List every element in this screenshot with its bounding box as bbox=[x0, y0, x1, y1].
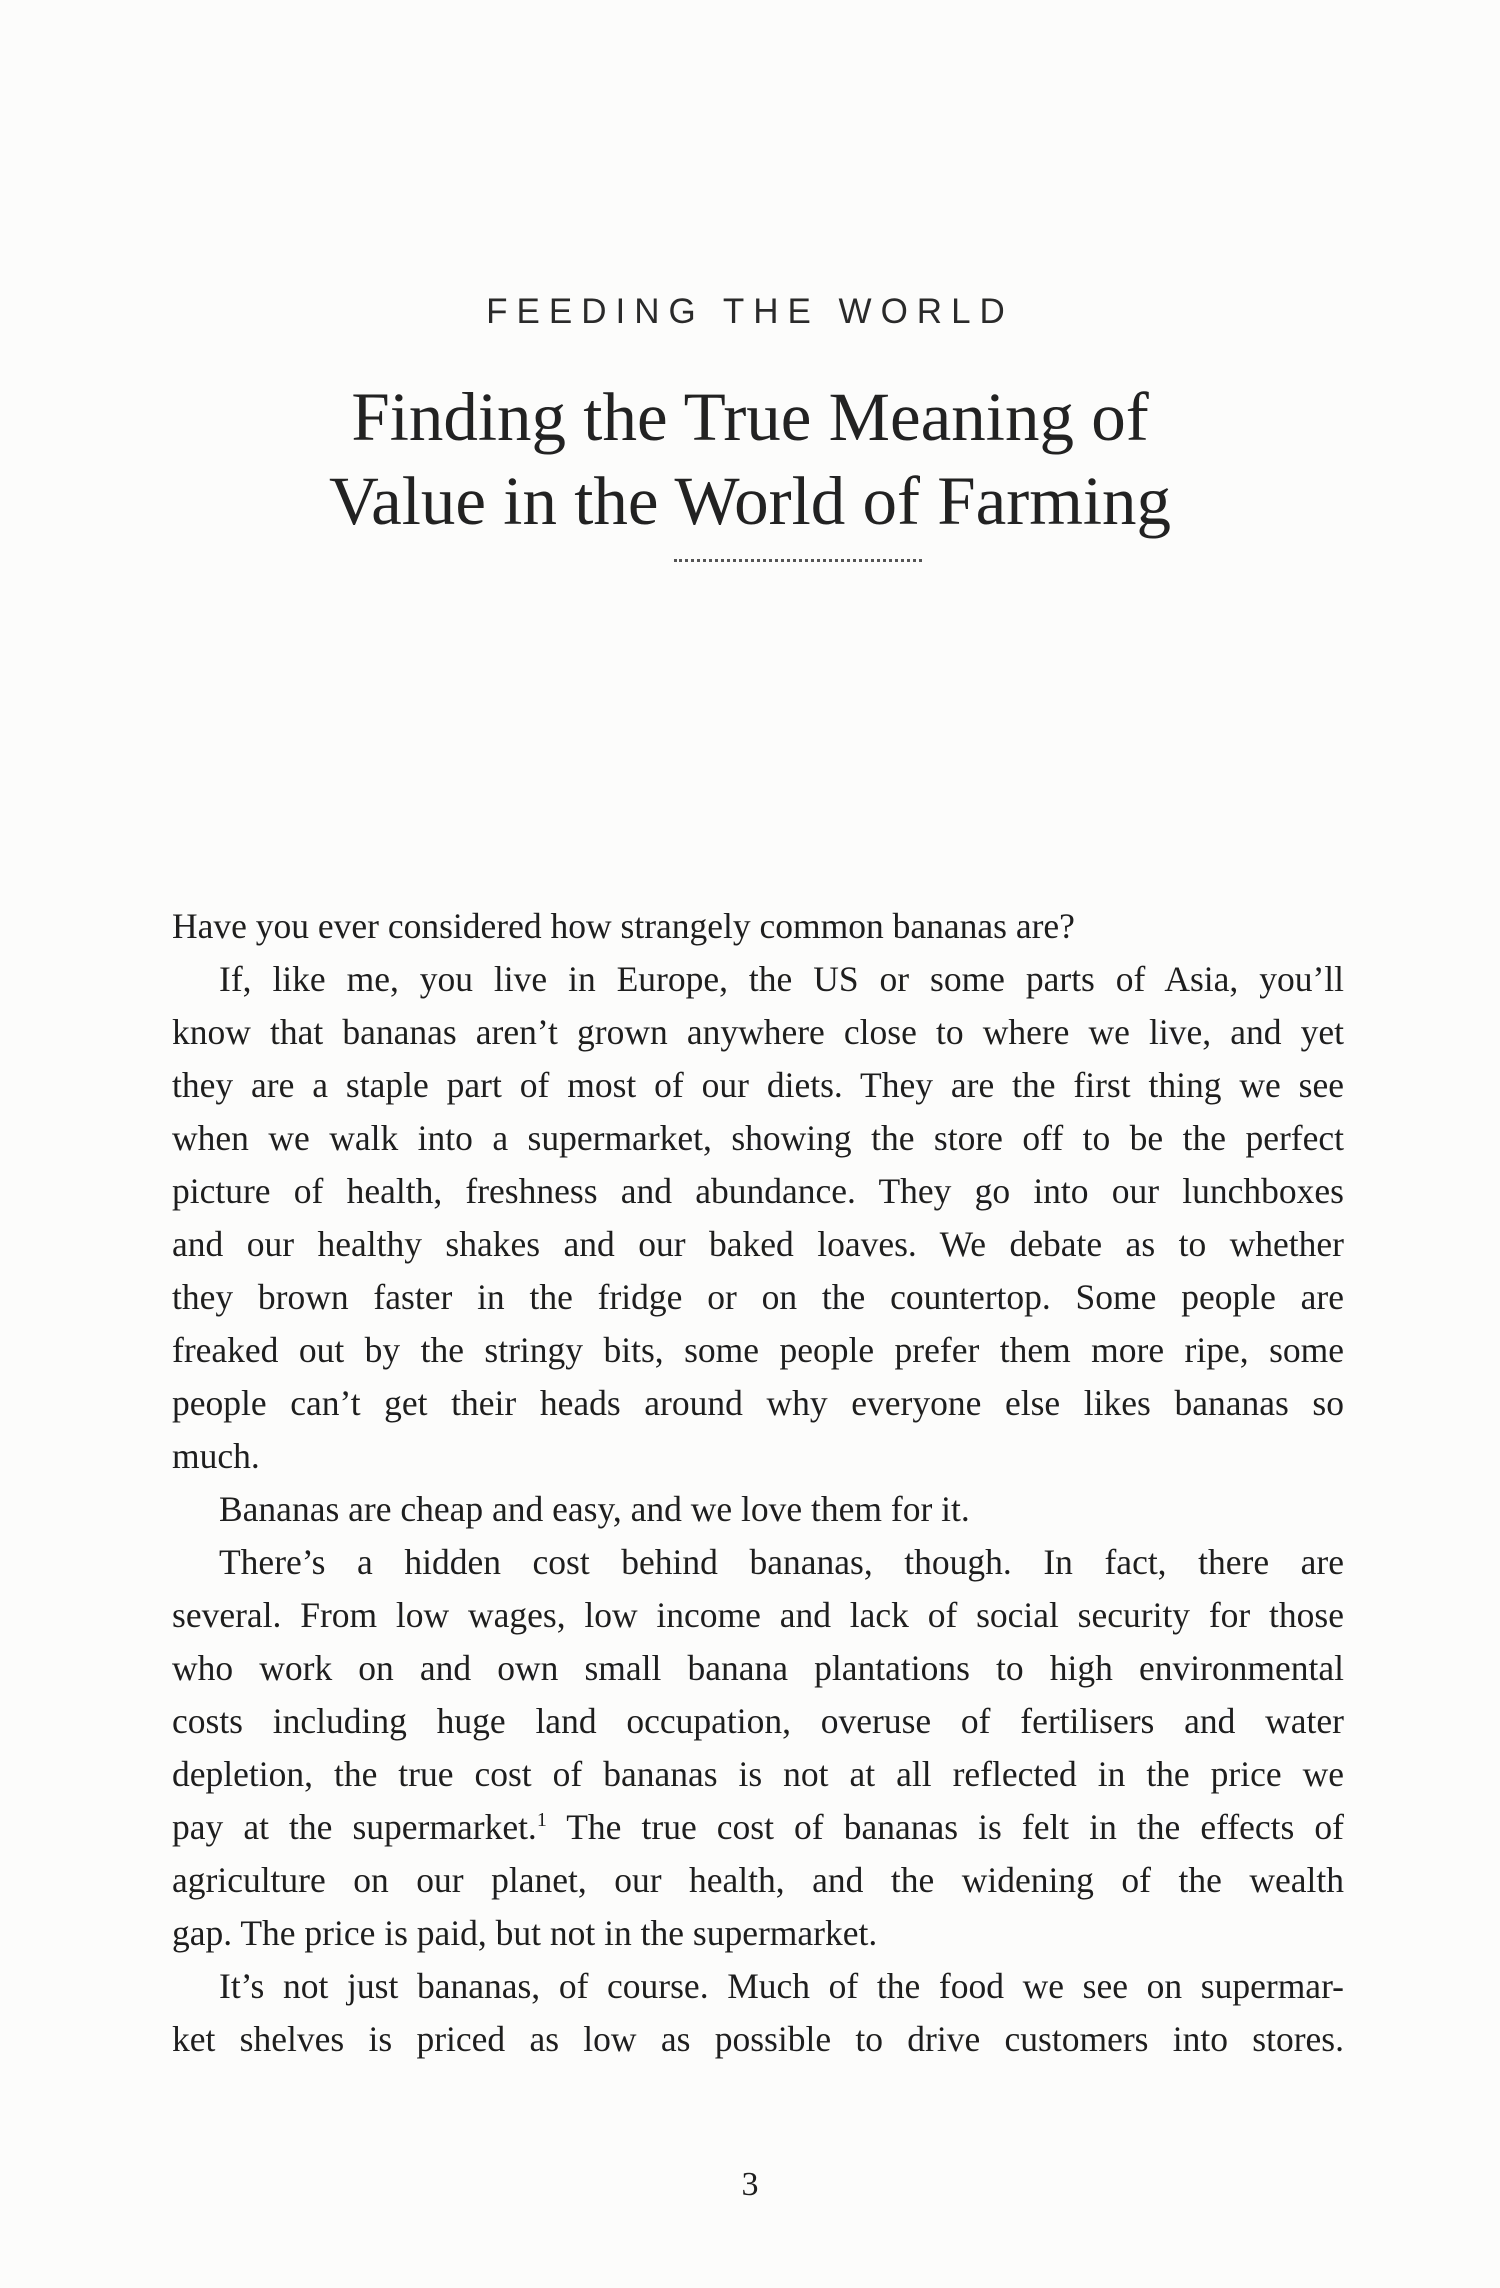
text-line: Have you ever considered how strangely common bananas are? bbox=[172, 906, 1075, 946]
text-line: agriculture on our planet, our health, and the widening of the wealth bbox=[172, 1860, 1344, 1900]
footnote-reference[interactable]: 1 bbox=[536, 1809, 547, 1832]
text-segment: pay at the supermarket. bbox=[172, 1807, 537, 1847]
text-line: If, like me, you live in Europe, the US or some parts of Asia, you’ll bbox=[219, 959, 1344, 999]
text-line: freaked out by the stringy bits, some people prefer them more ripe, some bbox=[172, 1330, 1344, 1370]
chapter-kicker: FEEDING THE WORLD bbox=[486, 292, 1014, 331]
text-line: picture of health, freshness and abundance. They go into our lunchboxes bbox=[172, 1171, 1344, 1211]
text-line: depletion, the true cost of bananas is not at all reflected in the price we bbox=[172, 1754, 1344, 1794]
text-line: ket shelves is priced as low as possible to drive customers into stores. bbox=[172, 2019, 1344, 2059]
text-line: much. bbox=[172, 1436, 260, 1476]
text-line: people can’t get their heads around why everyone else likes bananas so bbox=[172, 1383, 1344, 1423]
text-line: There’s a hidden cost behind bananas, though. In fact, there are bbox=[219, 1542, 1344, 1582]
text-line: and our healthy shakes and our baked loaves. We debate as to whether bbox=[172, 1224, 1344, 1264]
body-text bbox=[172, 900, 1344, 2066]
text-line: several. From low wages, low income and lack of social security for those bbox=[172, 1595, 1344, 1635]
text-line: when we walk into a supermarket, showing the store off to be the perfect bbox=[172, 1118, 1344, 1158]
title-line: Finding the True Meaning of bbox=[351, 379, 1149, 455]
text-line: they brown faster in the fridge or on the countertop. Some people are bbox=[172, 1277, 1344, 1317]
text-line: they are a staple part of most of our diets. They are the first thing we see bbox=[172, 1065, 1344, 1105]
text-line: It’s not just bananas, of course. Much of the food we see on supermar- bbox=[219, 1966, 1344, 2006]
text-segment: The true cost of bananas is felt in the effects of bbox=[546, 1807, 1344, 1847]
chapter-title bbox=[0, 375, 1500, 543]
title-line: Value in the World of Farming bbox=[328, 463, 1172, 539]
dotted-divider bbox=[674, 559, 922, 562]
text-line: know that bananas aren’t grown anywhere close to where we live, and yet bbox=[172, 1012, 1344, 1052]
text-line: costs including huge land occupation, overuse of fertilisers and water bbox=[172, 1701, 1344, 1741]
text-line: gap. The price is paid, but not in the supermarket. bbox=[172, 1913, 878, 1953]
text-line: Bananas are cheap and easy, and we love them for it. bbox=[219, 1489, 970, 1529]
text-line bbox=[172, 1801, 1344, 1854]
text-line: who work on and own small banana plantations to high environmental bbox=[172, 1648, 1344, 1688]
page-number: 3 bbox=[741, 2166, 759, 2203]
